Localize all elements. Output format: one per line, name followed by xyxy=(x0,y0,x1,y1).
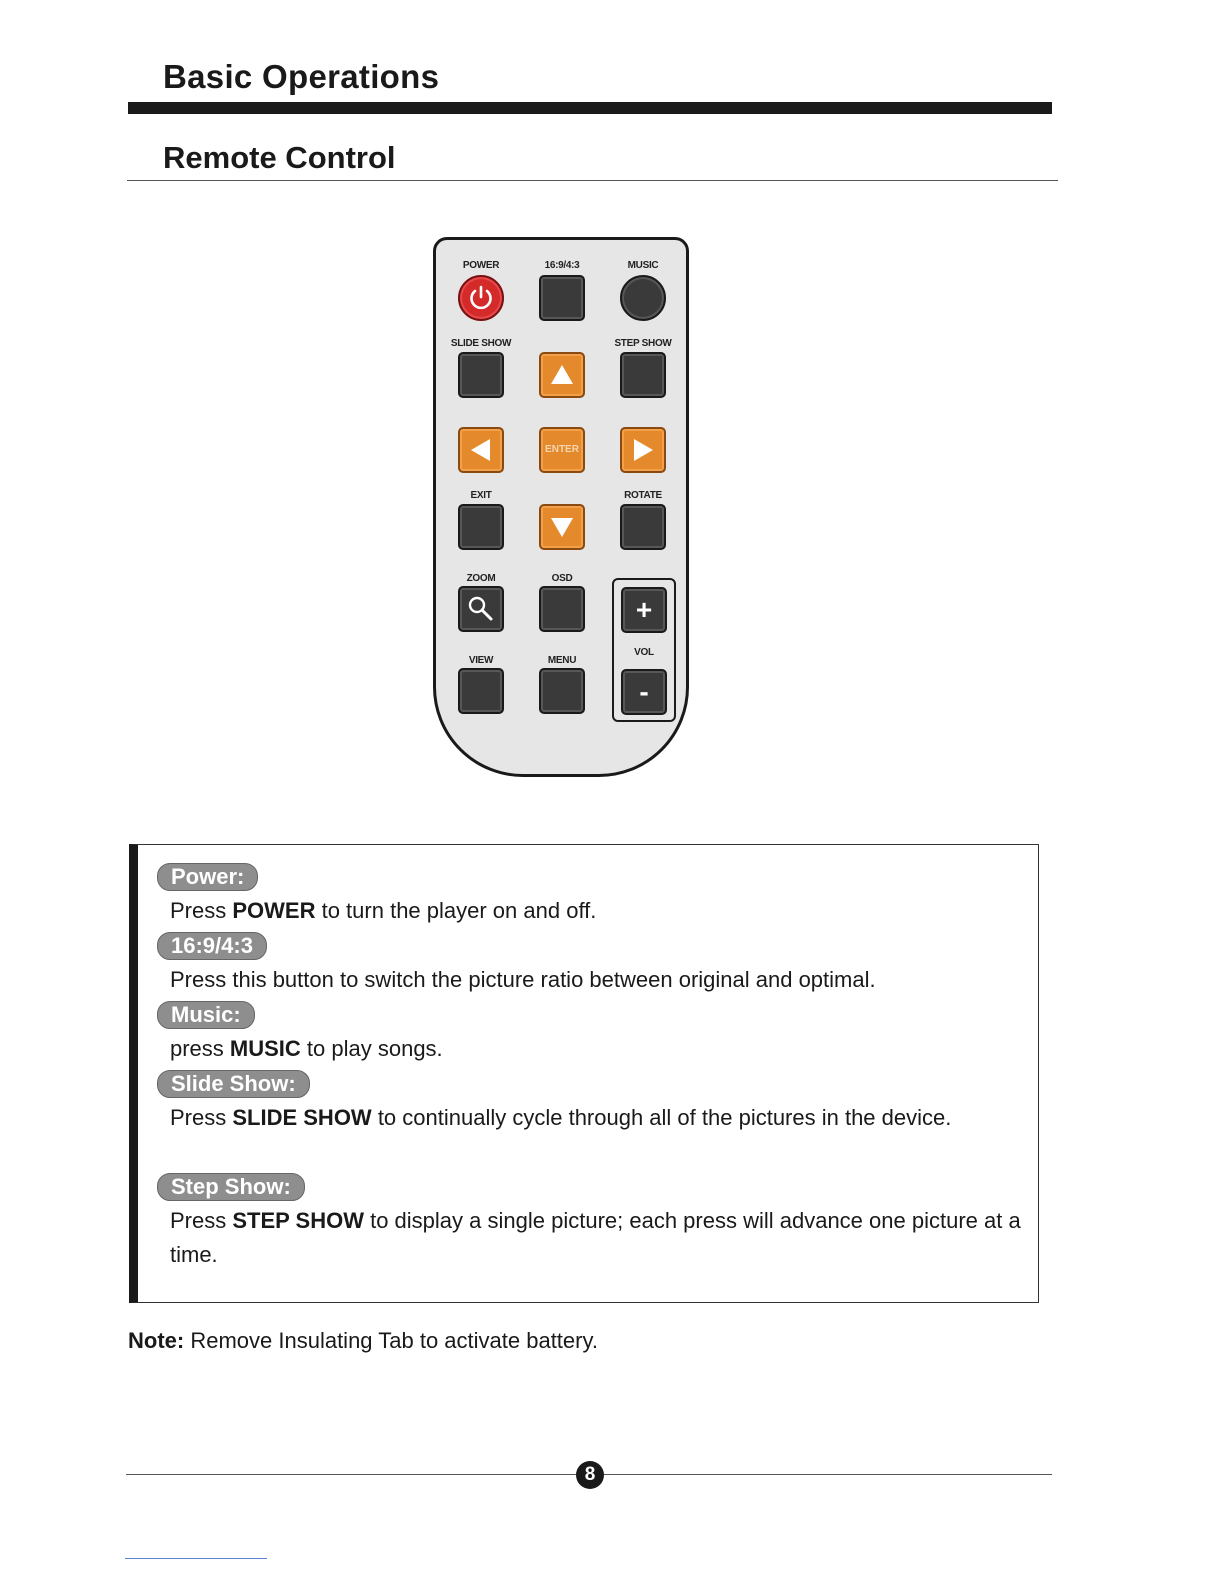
slide-show-label: SLIDE SHOW xyxy=(450,338,512,349)
footer-link-line xyxy=(125,1558,267,1559)
left-button[interactable] xyxy=(458,427,504,473)
instruction-text-slide-show: Press SLIDE SHOW to continually cycle through all of the pictures in the device. xyxy=(170,1105,952,1130)
magnifier-icon xyxy=(460,588,502,630)
volume-up-button[interactable] xyxy=(621,587,667,633)
slide-show-button[interactable] xyxy=(458,352,504,398)
instruction-tag-slide-show: Slide Show: xyxy=(157,1070,310,1098)
arrow-down-icon xyxy=(541,506,583,548)
section-rule xyxy=(127,180,1058,181)
remote-control xyxy=(433,237,689,777)
minus-icon: - xyxy=(639,676,649,707)
step-show-label: STEP SHOW xyxy=(614,338,672,349)
title-rule xyxy=(128,102,1052,114)
step-show-button[interactable] xyxy=(620,352,666,398)
exit-button[interactable] xyxy=(458,504,504,550)
instruction-text-power: Press POWER to turn the player on and off. xyxy=(170,898,597,923)
battery-note: Note: Remove Insulating Tab to activate battery. xyxy=(128,1328,598,1353)
instruction-text-music: press MUSIC to play songs. xyxy=(170,1036,443,1061)
instruction-text-step-show: Press STEP SHOW to display a single picture; each press will advance one picture at a time. xyxy=(170,1208,1021,1267)
zoom-label: ZOOM xyxy=(466,573,496,584)
osd-label: OSD xyxy=(551,573,573,584)
instruction-tag-power: Power: xyxy=(157,863,258,891)
up-button[interactable] xyxy=(539,352,585,398)
plus-icon: + xyxy=(635,594,653,625)
rotate-button[interactable] xyxy=(620,504,666,550)
arrow-up-icon xyxy=(541,354,583,396)
instruction-tag-ratio: 16:9/4:3 xyxy=(157,932,267,960)
right-button[interactable] xyxy=(620,427,666,473)
page-number: 8 xyxy=(576,1461,604,1489)
music-button[interactable] xyxy=(620,275,666,321)
section-title: Remote Control xyxy=(163,140,396,175)
volume-down-button[interactable] xyxy=(621,669,667,715)
volume-label: VOL xyxy=(634,647,654,658)
ratio-button[interactable] xyxy=(539,275,585,321)
enter-button[interactable] xyxy=(539,427,585,473)
arrow-right-icon xyxy=(622,429,664,471)
view-button[interactable] xyxy=(458,668,504,714)
ratio-label: 16:9/4:3 xyxy=(544,260,580,271)
down-button[interactable] xyxy=(539,504,585,550)
menu-label: MENU xyxy=(547,655,577,666)
power-label: POWER xyxy=(462,260,500,271)
view-label: VIEW xyxy=(468,655,494,666)
exit-label: EXIT xyxy=(470,490,492,501)
instruction-tag-music: Music: xyxy=(157,1001,255,1029)
instruction-text-ratio: Press this button to switch the picture ratio between original and optimal. xyxy=(170,967,876,992)
arrow-left-icon xyxy=(460,429,502,471)
power-button[interactable] xyxy=(458,275,504,321)
page-title: Basic Operations xyxy=(163,58,440,95)
power-icon xyxy=(460,277,502,319)
music-label: MUSIC xyxy=(627,260,659,271)
zoom-button[interactable] xyxy=(458,586,504,632)
instruction-tag-step-show: Step Show: xyxy=(157,1173,305,1201)
osd-button[interactable] xyxy=(539,586,585,632)
volume-group xyxy=(612,578,676,722)
enter-label: ENTER xyxy=(545,444,579,455)
rotate-label: ROTATE xyxy=(624,490,662,501)
menu-button[interactable] xyxy=(539,668,585,714)
